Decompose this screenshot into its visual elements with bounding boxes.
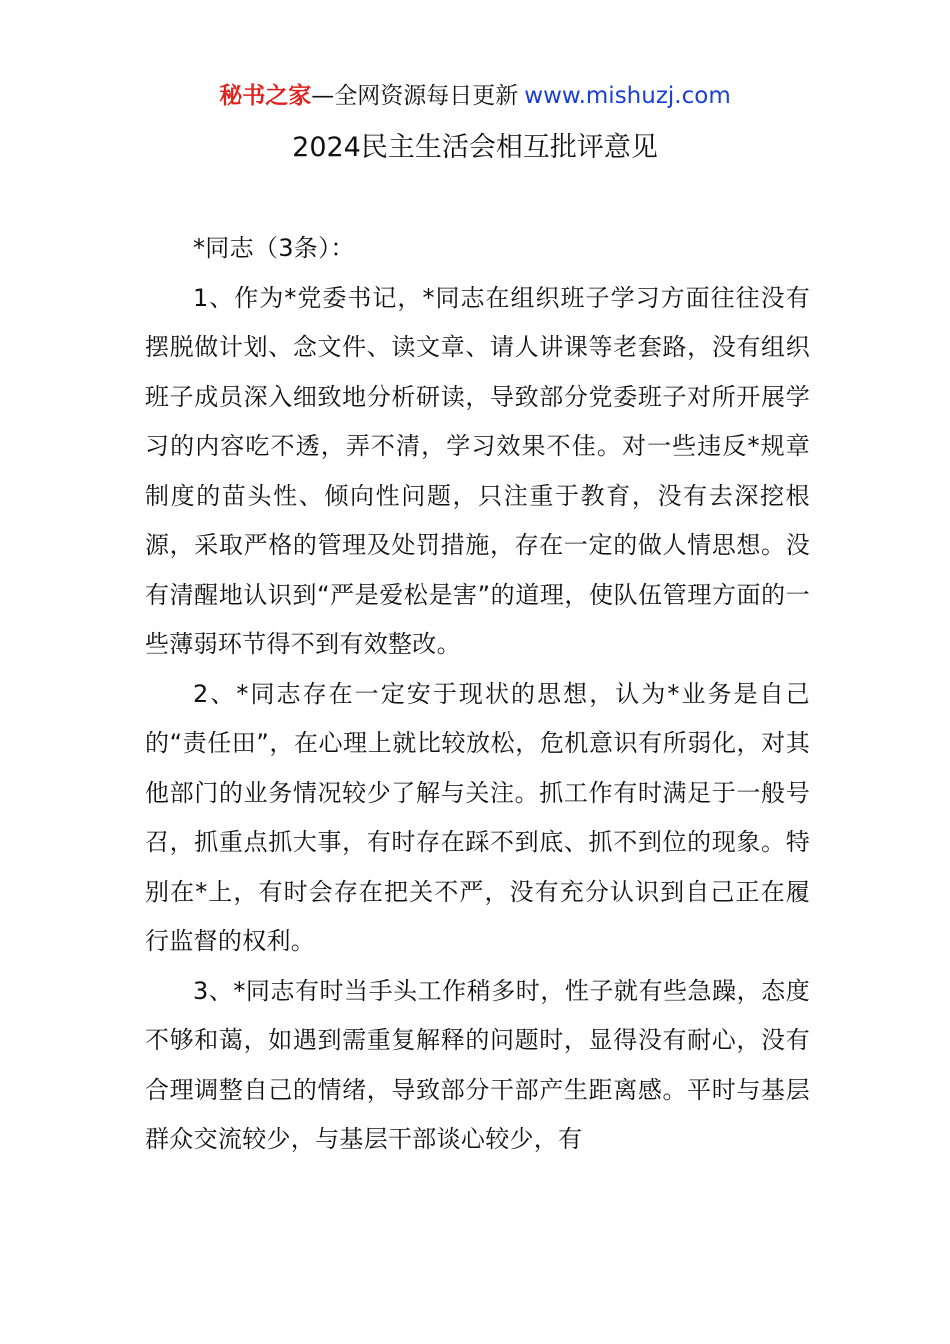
header-slogan: —全网资源每日更新 — [311, 83, 519, 109]
site-header — [0, 80, 950, 112]
document-body — [145, 224, 810, 1165]
paragraph-1: 1、作为*党委书记，*同志在组织班子学习方面往往没有摆脱做计划、念文件、读文章、请人讲课等老套路，没有组织班子成员深入细致地分析研读，导致部分党委班子对所开展学习的内容吃不透，弄不清，学习效果不佳。对一些违反*规章制度的苗头性、倾向性问题，只注重于教育，没有去深挖根源，采取严格的管理及处罚措施，存在一定的做人情思想。没有清醒地认识到“严是爱松是害”的道理，使队伍管理方面的一些薄弱环节得不到有效整改。 — [145, 283, 810, 658]
paragraph-3: 3、*同志有时当手头工作稍多时，性子就有些急躁，态度不够和蔼，如遇到需重复解释的问题时，显得没有耐心，没有合理调整自己的情绪，导致部分干部产生距离感。平时与基层群众交流较少，与基层干部谈心较少，有 — [145, 976, 810, 1153]
paragraph-2: 2、*同志存在一定安于现状的思想，认为*业务是自己的“责任田”，在心理上就比较放松，危机意识有所弱化，对其他部门的业务情况较少了解与关注。抓工作有时满足于一般号召，抓重点抓大事，有时存在踩不到底、抓不到位的现象。特别在*上，有时会存在把关不严，没有充分认识到自己正在履行监督的权利。 — [145, 679, 810, 955]
brand-name: 秘书之家 — [219, 83, 312, 109]
site-url-link[interactable]: www.mishuzj.com — [524, 83, 731, 109]
section-heading: *同志（3条）： — [193, 234, 355, 262]
document-title: 2024民主生活会相互批评意见 — [292, 132, 658, 163]
